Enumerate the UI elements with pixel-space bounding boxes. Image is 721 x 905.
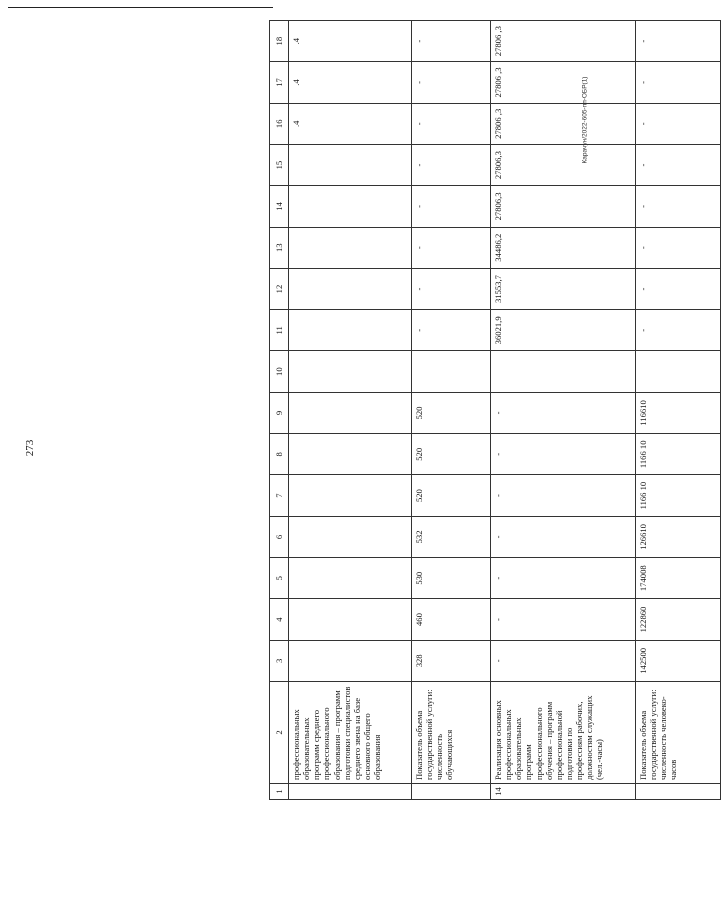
table-cell: -	[491, 475, 636, 516]
table-cell: 460	[412, 599, 491, 640]
table-cell	[289, 392, 412, 433]
table-cell: 116610	[636, 392, 721, 433]
table-cell: 1166 10	[636, 434, 721, 475]
table-row	[289, 21, 412, 800]
table-cell: .4	[289, 103, 412, 144]
table-cell: -	[636, 310, 721, 351]
table-cell	[289, 351, 412, 392]
table-cell: 27806 ,3	[491, 21, 636, 62]
table-cell	[289, 186, 412, 227]
table-cell	[636, 351, 721, 392]
table-row	[412, 21, 491, 800]
table-cell: -	[412, 62, 491, 103]
table-cell: -	[636, 227, 721, 268]
column-number: 14	[270, 186, 289, 227]
table-cell: 36021,9	[491, 310, 636, 351]
column-number: 4	[270, 599, 289, 640]
column-number: 6	[270, 516, 289, 557]
table-cell	[289, 599, 412, 640]
column-number: 15	[270, 144, 289, 185]
table-cell	[289, 268, 412, 309]
table-cell: -	[412, 186, 491, 227]
table-cell: 328	[412, 640, 491, 681]
table-cell: -	[636, 21, 721, 62]
table-cell: 520	[412, 475, 491, 516]
table-cell: 530	[412, 558, 491, 599]
table-cell: -	[412, 310, 491, 351]
row-description: Показатель объема государственной услуги: численность обучающихся	[412, 682, 491, 784]
table-cell: -	[636, 103, 721, 144]
table-cell: -	[491, 434, 636, 475]
table-row	[636, 21, 721, 800]
table-cell: -	[491, 516, 636, 557]
table-cell: 14	[491, 784, 636, 800]
table-cell: 174008	[636, 558, 721, 599]
column-number: 13	[270, 227, 289, 268]
table-cell: 27806,3	[491, 186, 636, 227]
table-cell: -	[491, 599, 636, 640]
table-cell: 126610	[636, 516, 721, 557]
table-cell	[289, 310, 412, 351]
table-cell: -	[491, 558, 636, 599]
table-cell: -	[491, 392, 636, 433]
table-cell: -	[412, 144, 491, 185]
table-cell: -	[412, 268, 491, 309]
table-cell: 520	[412, 434, 491, 475]
table-cell	[289, 516, 412, 557]
column-number: 9	[270, 392, 289, 433]
table-cell: 1166 10	[636, 475, 721, 516]
table-cell: -	[412, 227, 491, 268]
column-number: 10	[270, 351, 289, 392]
column-number: 17	[270, 62, 289, 103]
table-cell	[412, 351, 491, 392]
table-cell	[412, 784, 491, 800]
table-cell: 520	[412, 392, 491, 433]
row-description: Показатель объема государственной услуги: численность человеко-часов	[636, 682, 721, 784]
table-cell: -	[412, 103, 491, 144]
table-cell	[289, 640, 412, 681]
table-cell: -	[491, 640, 636, 681]
table-cell	[289, 784, 412, 800]
table-cell: .4	[289, 21, 412, 62]
indicators-table	[269, 20, 721, 800]
table-cell: -	[636, 268, 721, 309]
table-cell: 532	[412, 516, 491, 557]
page-number: 273	[24, 439, 36, 457]
document-stamp: Карачун/2022-605-пп-ОБР(1)	[581, 76, 589, 164]
table-cell: 34486,2	[491, 227, 636, 268]
table-cell: -	[636, 62, 721, 103]
table-cell: .4	[289, 62, 412, 103]
table-cell: -	[636, 186, 721, 227]
column-number: 11	[270, 310, 289, 351]
table-cell: -	[412, 21, 491, 62]
table-cell	[289, 475, 412, 516]
table-cell: 27806 ,3	[491, 62, 636, 103]
table-cell	[289, 558, 412, 599]
top-rule	[8, 7, 273, 8]
table-cell: 122860	[636, 599, 721, 640]
rotated-table-wrapper	[269, 20, 721, 800]
table-cell	[636, 784, 721, 800]
table-cell: 31553,7	[491, 268, 636, 309]
column-number: 3	[270, 640, 289, 681]
table-cell	[289, 144, 412, 185]
column-number: 12	[270, 268, 289, 309]
column-number: 8	[270, 434, 289, 475]
column-number: 5	[270, 558, 289, 599]
column-number: 1	[270, 784, 289, 800]
table-cell	[289, 227, 412, 268]
table-cell: 27806,3	[491, 144, 636, 185]
column-number: 18	[270, 21, 289, 62]
column-number: 16	[270, 103, 289, 144]
table-cell: -	[636, 144, 721, 185]
table-cell: 27806 ,3	[491, 103, 636, 144]
row-description: профессиональных образовательных программ среднего профессионального образования – программ подготовки специалистов среднего звена на базе основного общего образования	[289, 682, 412, 784]
header-row	[270, 21, 289, 800]
column-number: 7	[270, 475, 289, 516]
table-cell	[289, 434, 412, 475]
table-row	[491, 21, 636, 800]
table-cell	[491, 351, 636, 392]
table-cell: 142500	[636, 640, 721, 681]
column-number: 2	[270, 682, 289, 784]
row-description: Реализация основных профессиональных образовательных программ профессионального обучения – программ профессиональной подготовки по профессиям рабочих, должностям служащих (чел.-часы)	[491, 682, 636, 784]
